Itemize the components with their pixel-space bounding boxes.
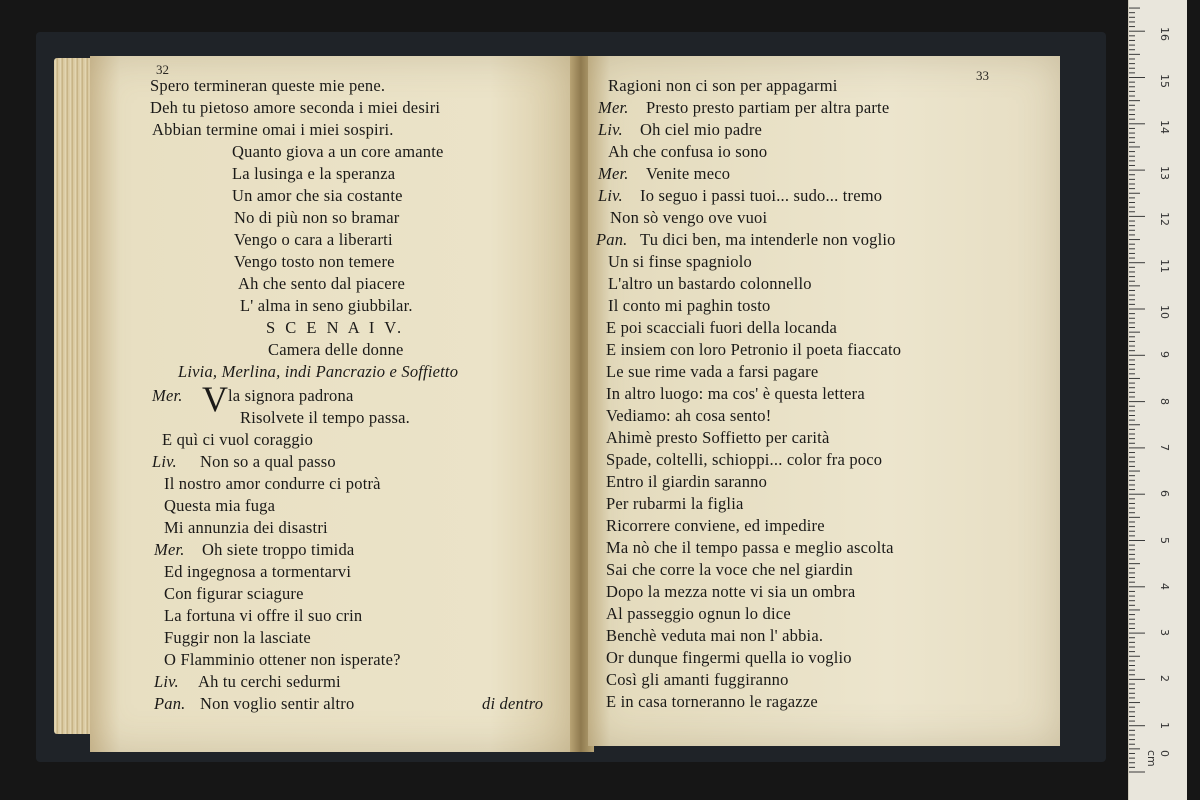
text-line: Spero termineran queste mie pene. — [150, 76, 386, 95]
text-line: Il nostro amor condurre ci potrà — [164, 474, 381, 493]
measurement-ruler — [1128, 0, 1187, 800]
text-line: Io seguo i passi tuoi... sudo... tremo — [640, 186, 883, 205]
speaker-label: Mer. — [154, 540, 185, 559]
speaker-label: Mer. — [152, 386, 183, 405]
ruler-number: 14 — [1158, 119, 1171, 134]
text-line: Dopo la mezza notte vi sia un ombra — [606, 582, 856, 601]
text-line: Con figurar sciagure — [164, 584, 304, 603]
text-line: Oh siete troppo timida — [202, 540, 355, 559]
right-page — [588, 56, 1060, 746]
speaker-label: Pan. — [154, 694, 186, 713]
ruler-number: 13 — [1158, 166, 1171, 181]
text-line: Risolvete il tempo passa. — [240, 408, 410, 427]
text-line: Vengo tosto non temere — [234, 252, 395, 271]
ruler-number: 15 — [1158, 73, 1171, 88]
text-line: Fuggir non la lasciate — [164, 628, 311, 647]
text-line: L'altro un bastardo colonnello — [608, 274, 812, 293]
text-line: Non voglio sentir altro — [200, 694, 355, 713]
text-line: Presto presto partiam per altra parte — [646, 98, 890, 117]
speaker-label: Liv. — [598, 120, 623, 139]
ruler-number: 3 — [1158, 629, 1171, 637]
ruler-number: 4 — [1158, 582, 1171, 590]
ruler-number: 9 — [1158, 351, 1171, 359]
stage-direction: di dentro — [482, 694, 544, 713]
text-line: Entro il giardin saranno — [606, 472, 768, 491]
ruler-number: 12 — [1158, 212, 1171, 227]
text-line: Un amor che sia costante — [232, 186, 403, 205]
text-line: In altro luogo: ma cos' è questa lettera — [606, 384, 865, 403]
text-line: Sai che corre la voce che nel giardin — [606, 560, 853, 579]
text-line: Così gli amanti fuggiranno — [606, 670, 789, 689]
text-line: Per rubarmi la figlia — [606, 494, 744, 513]
text-line: Non sò vengo ove vuoi — [610, 208, 768, 227]
ruler-number: 0 cm — [1145, 750, 1171, 767]
text-line: Un si finse spagniolo — [608, 252, 752, 271]
text-line: Benchè veduta mai non l' abbia. — [606, 626, 824, 645]
text-line: E insiem con loro Petronio il poeta fiaccato — [606, 340, 902, 359]
text-line: Ed ingegnosa a tormentarvi — [164, 562, 352, 581]
ruler-number: 16 — [1158, 27, 1171, 42]
text-line: O Flamminio ottener non isperate? — [164, 650, 401, 669]
scene-location: Camera delle donne — [268, 340, 404, 359]
text-line: Ragioni non ci son per appagarmi — [608, 76, 838, 95]
speaker-label: Mer. — [598, 98, 629, 117]
text-line: Vengo o cara a liberarti — [234, 230, 393, 249]
text-line: Ahimè presto Soffietto per carità — [606, 428, 830, 447]
left-page — [90, 56, 574, 752]
text-line: Vediamo: ah cosa sento! — [606, 406, 772, 425]
text-line: Al passeggio ognun lo dice — [606, 604, 791, 623]
text-line: La fortuna vi offre il suo crin — [164, 606, 363, 625]
speaker-label: Liv. — [154, 672, 179, 691]
text-line: Deh tu pietoso amore seconda i miei desiri — [150, 98, 441, 117]
text-line: Abbian termine omai i miei sospiri. — [152, 120, 394, 139]
text-line: Ah tu cerchi sedurmi — [198, 672, 341, 691]
left-page-number: 32 — [156, 62, 169, 77]
text-line: Mi annunzia dei disastri — [164, 518, 328, 537]
text-line: No di più non so bramar — [234, 208, 400, 227]
text-line: Oh ciel mio padre — [640, 120, 763, 139]
text-line: Ah che sento dal piacere — [238, 274, 405, 293]
text-line: Or dunque fingermi quella io voglio — [606, 648, 852, 667]
text-line: la signora padrona — [228, 386, 354, 405]
text-line: Quanto giova a un core amante — [232, 142, 444, 161]
speaker-label: Pan. — [596, 230, 628, 249]
ruler-number: 11 — [1158, 258, 1171, 273]
speaker-label: Mer. — [598, 164, 629, 183]
text-line: La lusinga e la speranza — [232, 164, 396, 183]
ruler-number: 2 — [1158, 675, 1171, 683]
text-line: E quì ci vuol coraggio — [162, 430, 314, 449]
text-line: Venite meco — [646, 164, 731, 183]
text-line: L' alma in seno giubbilar. — [240, 296, 413, 315]
text-line: Le sue rime vada a farsi pagare — [606, 362, 819, 381]
right-page-number: 33 — [976, 68, 989, 83]
text-line: Ricorrere conviene, ed impedire — [606, 516, 825, 535]
speaker-label: Liv. — [598, 186, 623, 205]
text-line: Ah che confusa io sono — [608, 142, 768, 161]
ruler-number: 6 — [1158, 490, 1171, 498]
character-list: Livia, Merlina, indi Pancrazio e Soffietto — [178, 362, 459, 381]
drop-cap: V — [202, 379, 229, 419]
text-line: Spade, coltelli, schioppi... color fra poco — [606, 450, 883, 469]
ruler-number: 5 — [1158, 536, 1171, 544]
speaker-label: Liv. — [152, 452, 177, 471]
ruler-number: 10 — [1158, 305, 1171, 319]
text-line: Questa mia fuga — [164, 496, 276, 515]
text-line: Tu dici ben, ma intenderle non voglio — [640, 230, 896, 249]
text-line: Ma nò che il tempo passa e meglio ascolta — [606, 538, 894, 557]
ruler-number: 7 — [1158, 443, 1171, 451]
scene-heading: S C E N A I V. — [266, 318, 405, 337]
ruler-number: 1 — [1158, 721, 1171, 729]
text-line: Il conto mi paghin tosto — [608, 296, 771, 315]
ruler-number: 8 — [1158, 397, 1171, 405]
text-line: Non so a qual passo — [200, 452, 336, 471]
text-line: E poi scacciali fuori della locanda — [606, 318, 838, 337]
text-line: E in casa torneranno le ragazze — [606, 692, 818, 711]
